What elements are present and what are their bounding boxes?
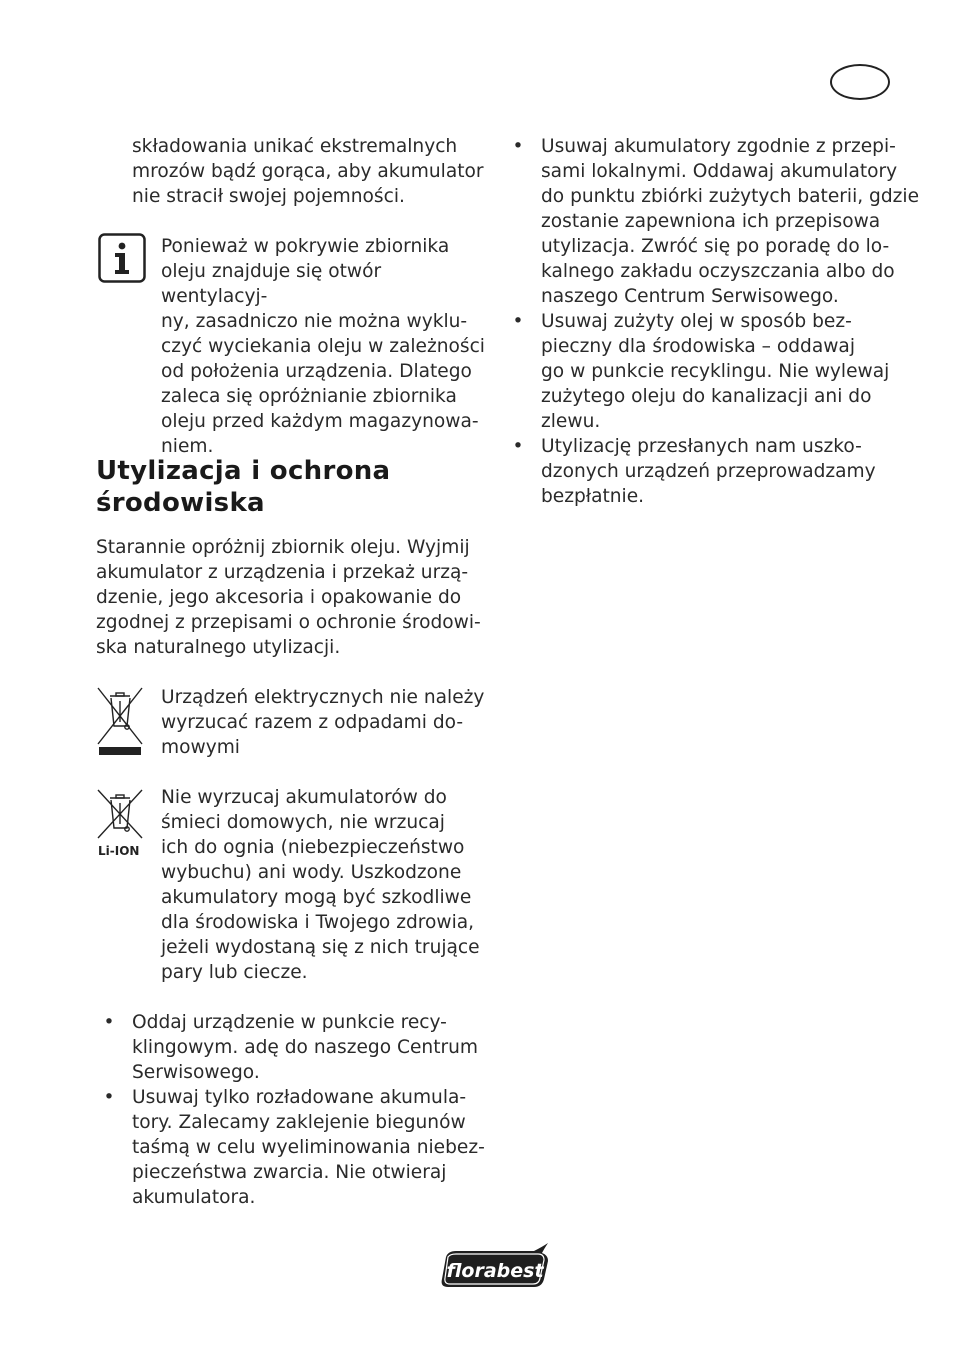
list-item xyxy=(512,134,921,309)
battery-note: Nie wyrzucaj akumulatorów do śmieci domowych, nie wrzucaj ich do ognia (niebezpieczeństwo wybuchu) ani wody. Uszkodzone akumulatory mogą być szkodliwe dla środowiska i Twojego zdrowia, jeżeli wydostaną się z nich trujące pary lub ciecze. xyxy=(161,787,480,983)
list-item xyxy=(103,1085,492,1210)
logo-text: florabest xyxy=(446,1260,544,1282)
language-badge xyxy=(830,64,890,100)
info-icon xyxy=(98,233,146,290)
florabest-logo xyxy=(438,1243,552,1296)
list-item-text: Usuwaj akumulatory zgodnie z przepi- sami lokalnymi. Oddawaj akumulatory do punktu zbiórki zużytych baterii, gdzie zostanie zapewniona ich przepisowa utylizacja. Zwróć się po poradę do lo- kalnego zakładu oczyszczania albo do naszego Centrum Serwisowego. xyxy=(541,136,920,307)
bullet-icon: • xyxy=(512,136,524,157)
left-bullet-list xyxy=(103,1010,492,1210)
bullet-icon: • xyxy=(103,1012,115,1033)
list-item xyxy=(512,434,921,509)
battery-icon-label: Li-ION xyxy=(98,844,140,858)
section-paragraph: Starannie opróżnij zbiornik oleju. Wyjmij akumulator z urządzenia i przekaż urzą- dzenie, jego akcesoria i opakowanie do zgodnej z przepisami o ochronie środowi- ska naturalnego utylizacji. xyxy=(96,537,481,658)
list-item-text: Usuwaj tylko rozładowane akumula- tory. Zalecamy zaklejenie biegunów taśmą w celu wyeliminowania niebez- pieczeństwa zwarcia. Nie otwieraj akumulatora. xyxy=(132,1087,485,1208)
section-heading: Utylizacja i ochrona środowiska xyxy=(96,456,391,518)
right-bullet-list xyxy=(512,134,921,509)
weee-note: Urządzeń elektrycznych nie należy wyrzucać razem z odpadami do- mowymi xyxy=(161,687,485,758)
bullet-icon: • xyxy=(512,436,524,457)
bullet-icon: • xyxy=(103,1087,115,1108)
list-item-text: Utylizację przesłanych nam uszko- dzonych urządzeń przeprowadzamy bezpłatnie. xyxy=(541,436,876,507)
info-note: Ponieważ w pokrywie zbiornika oleju znajduje się otwór wentylacyj- ny, zasadniczo nie można wyklu- czyć wyciekania oleju w zależności od położenia urządzenia. Dlatego zaleca się opróżnianie zbiornika oleju przed każdym magazynowa- niem. xyxy=(161,236,485,457)
list-item xyxy=(512,309,921,434)
intro-text: składowania unikać ekstremalnych mrozów bądź gorąca, aby akumulator nie stracił swojej pojemności. xyxy=(132,136,484,207)
crossed-bin-battery-icon xyxy=(96,788,144,851)
crossed-bin-icon xyxy=(96,686,144,765)
list-item-text: Usuwaj zużyty olej w sposób bez- pieczny dla środowiska – oddawaj go w punkcie recyklingu. Nie wylewaj zużytego oleju do kanalizacji ani do zlewu. xyxy=(541,311,890,432)
list-item-text: Oddaj urządzenie w punkcie recy- klingowym. adę do naszego Centrum Serwisowego. xyxy=(132,1012,479,1083)
list-item xyxy=(103,1010,492,1085)
bullet-icon: • xyxy=(512,311,524,332)
